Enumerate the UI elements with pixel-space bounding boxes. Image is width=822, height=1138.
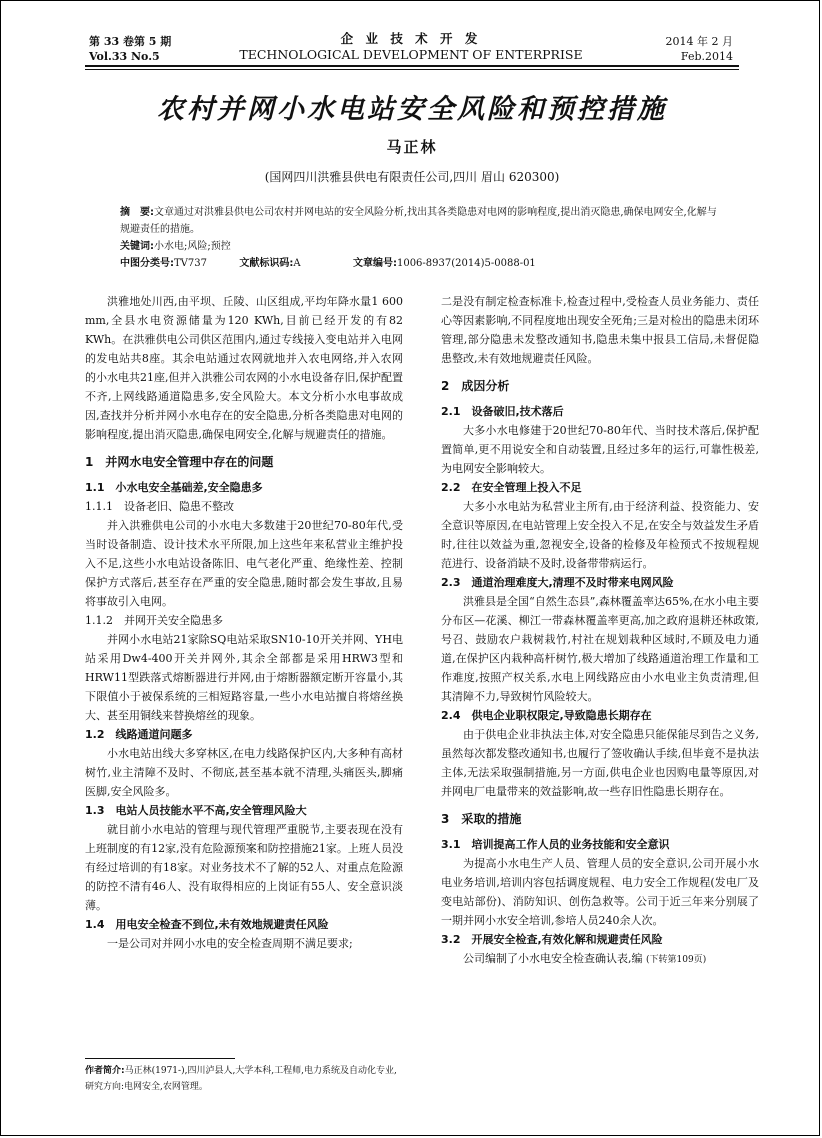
keywords-label: 关键词: <box>120 241 154 252</box>
section-3-1-paragraph: 为提高小水电生产人员、管理人员的安全意识,公司开展小水电业务培训,培训内容包括调度规程、电力安全工作规程(发电厂及变电站部份)、消防知识、创伤急救等。公司于近三年来分别展了一期并网小水安全培训,参培人员240余人次。 <box>441 857 759 927</box>
author-footnote <box>85 1063 405 1095</box>
abstract-block <box>120 204 725 255</box>
continued-paragraph: 二是没有制定检查标准卡,检查过程中,受检查人员业务能力、责任心等因素影响,不同程度地出现安全死角;三是对检出的隐患未闭环管理,部分隐患未发整改通知书,隐患未集中报县工信局,未督促隐患整改,未有效地规避责任风险。 <box>441 295 759 365</box>
abstract-text: 文章通过对洪雅县供电公司农村并网电站的安全风险分析,找出其各类隐患对电网的影响程度,提出消灭隐患,确保电网安全,化解与规避责任的措施。 <box>120 207 717 235</box>
section-1-4-paragraph: 一是公司对并网小水电的安全检查周期不满足要求; <box>107 937 353 950</box>
section-3-2-text: 公司编制了小水电安全检查确认表,编 <box>463 952 643 965</box>
section-1-2-paragraph: 小水电站出线大多穿林区,在电力线路保护区内,大多种有高材树竹,业主清障不及时、不彻底,甚至基本就不清理,头痛医头,脚痛医脚,安全风险多。 <box>85 747 403 798</box>
section-2-2-heading: 2.2 在安全管理上投入不足 <box>441 481 582 494</box>
section-3-1-heading: 3.1 培训提高工作人员的业务技能和安全意识 <box>441 838 670 851</box>
article-title: 农村并网小水电站安全风险和预控措施 <box>157 94 667 125</box>
volume-cn: 第 33 卷第 5 期 <box>89 35 172 48</box>
author-name: 马正林 <box>386 138 438 156</box>
clc-value: TV737 <box>174 258 207 269</box>
footnote-text: 马正林(1971-),四川泸县人,大学本科,工程师,电力系统及自动化专业,研究方向:电网安全,农网管理。 <box>85 1066 397 1092</box>
article-number-label: 文章编号: <box>352 258 397 269</box>
abstract <box>120 204 725 238</box>
doc-code-value: A <box>293 258 301 269</box>
article-number-value: 1006-8937(2014)5-0088-01 <box>396 258 536 269</box>
section-2-1-paragraph: 大多小水电修建于20世纪70-80年代、当时技术落后,保护配置简单,更不用说安全和自动装置,且经过多年的运行,可靠性极差,为电网安全影响较大。 <box>441 424 759 475</box>
footnote-rule <box>85 1058 235 1059</box>
keywords <box>120 238 725 255</box>
footnote-label: 作者简介: <box>85 1066 125 1076</box>
volume-en: Vol.33 No.5 <box>89 50 160 63</box>
section-1-2-heading: 1.2 线路通道问题多 <box>85 728 193 741</box>
section-2-3-paragraph: 洪雅县是全国“自然生态县”,森林覆盖率达65%,在水小电主要分布区—花溪、柳江一带森林覆盖率更高,加之政府退耕还林政策,号召、鼓励农户栽树栽竹,村社在规划栽种区域时,不顾及电力通道,在保护区内栽种高杆树竹,极大增加了线路通道治理工作量和工作难度,按照产权关系,水电上网线路应由小水电业主负责清理,但其清障不力,导致树竹风险较大。 <box>441 595 759 703</box>
abstract-label: 摘 要: <box>120 207 154 218</box>
keywords-text: 小水电;风险;预控 <box>154 241 231 252</box>
volume-info <box>89 34 171 64</box>
header-rule-thin <box>85 69 739 70</box>
section-1-1-2-paragraph: 并网小水电站21家除SQ电站采取SN10-10开关并网、YH电站采用Dw4-400开关并网外,其余全部都是采用HRW3型和HRW11型跌落式熔断器进行并网,由于熔断器额定断开容量小,其下限值小于被保系统的三相短路容量,一些小水电站擅自将熔丝换大、甚至用铜线来替换熔丝的现象。 <box>85 633 403 722</box>
section-2-4-paragraph: 由于供电企业非执法主体,对安全隐患只能保能尽到告之义务,虽然每次都发整改通知书,也履行了签收确认手续,但毕竟不是执法主体,无法采取强制措施,另一方面,供电企业也因购电量等原因,对并网电厂电量带来的效益影响,故一些存旧性隐患长期存在。 <box>441 728 759 798</box>
section-1-1-1-heading: 1.1.1 设备老旧、隐患不整改 <box>85 500 234 513</box>
issue-date <box>661 34 733 64</box>
date-cn: 2014 年 2 月 <box>665 35 733 48</box>
section-2-3-heading: 2.3 通道治理难度大,清理不及时带来电网风险 <box>441 576 674 589</box>
section-3-2-heading: 3.2 开展安全检查,有效化解和规避责任风险 <box>441 933 663 946</box>
section-2-4-heading: 2.4 供电企业职权限定,导致隐患长期存在 <box>441 709 652 722</box>
header-rule <box>85 65 739 67</box>
classification-line <box>120 255 740 272</box>
intro-paragraph: 洪雅地处川西,由平坝、丘陵、山区组成,平均年降水量1 600 mm,全县水电资源储量为120 KWh,目前已经开发的有82 KWh。在洪雅供电公司供区范围内,通过专线接入变电站并入电网的发电站共8座。其余电站通过农网就地并入农电网络,并入农网的小水电共21座,但并入洪雅公司农网的小水电设备存旧,保护配置不齐,上网线路通道隐患多,安全风险大。本文分析小水电事故成因,查找并分析并网小水电存在的安全隐患,分析各类隐患对电网的影响程度,提出消灭隐患,确保电网安全,化解与规避责任的措施。 <box>85 295 403 441</box>
doc-code-label: 文献标识码: <box>239 258 294 269</box>
date-en: Feb.2014 <box>680 50 733 63</box>
section-2-1-heading: 2.1 设备破旧,技术落后 <box>441 405 564 418</box>
section-2-2-paragraph: 大多小水电站为私营业主所有,由于经济利益、投资能力、安全意识等原因,在电站管理上安全投入不足,在安全与效益发生矛盾时,往往以效益为重,忽视安全,设备的检修及年检预式不按规程规范进行、设备消缺不及时,设备带带病运行。 <box>441 500 759 570</box>
section-1-4-heading: 1.4 用电安全检查不到位,未有效地规避责任风险 <box>85 918 329 931</box>
section-1-3-paragraph: 就目前小水电站的管理与现代管理严重脱节,主要表现在没有上班制度的有12家,没有危险源预案和防控措施21家。上班人员没有经过培训的有18家。对业务技术不了解的52人、对重点危险源的防控不清有46人、没有取得相应的上岗证有55人、安全意识淡薄。 <box>85 823 403 912</box>
section-1-heading: 1 并网水电安全管理中存在的问题 <box>85 455 274 469</box>
clc-label: 中图分类号: <box>120 258 174 269</box>
right-column <box>441 292 759 970</box>
journal-name <box>211 31 611 63</box>
section-2-heading: 2 成因分析 <box>441 379 510 393</box>
section-3-2-paragraph <box>441 949 759 970</box>
continued-note: (下转第109页) <box>646 955 707 965</box>
author-affiliation: (国网四川洪雅县供电有限责任公司,四川 眉山 620300) <box>264 170 560 184</box>
journal-name-en: TECHNOLOGICAL DEVELOPMENT OF ENTERPRISE <box>239 47 583 62</box>
section-1-1-1-paragraph: 并入洪雅供电公司的小水电大多数建于20世纪70-80年代,受当时设备制造、设计技术水平所限,加上这些年来私营业主维护投入不足,这些小水电站设备陈旧、电气老化严重、绝缘性差、控制保护方式落后,甚至存在严重的安全隐患,随时都会发生事故,且易将事故引入电网。 <box>85 519 403 608</box>
section-1-1-heading: 1.1 小水电安全基础差,安全隐患多 <box>85 481 263 494</box>
left-column <box>85 292 403 953</box>
section-1-3-heading: 1.3 电站人员技能水平不高,安全管理风险大 <box>85 804 307 817</box>
section-1-1-2-heading: 1.1.2 并网开关安全隐患多 <box>85 614 223 627</box>
section-3-heading: 3 采取的措施 <box>441 812 522 826</box>
journal-name-cn: 企 业 技 术 开 发 <box>340 31 482 46</box>
